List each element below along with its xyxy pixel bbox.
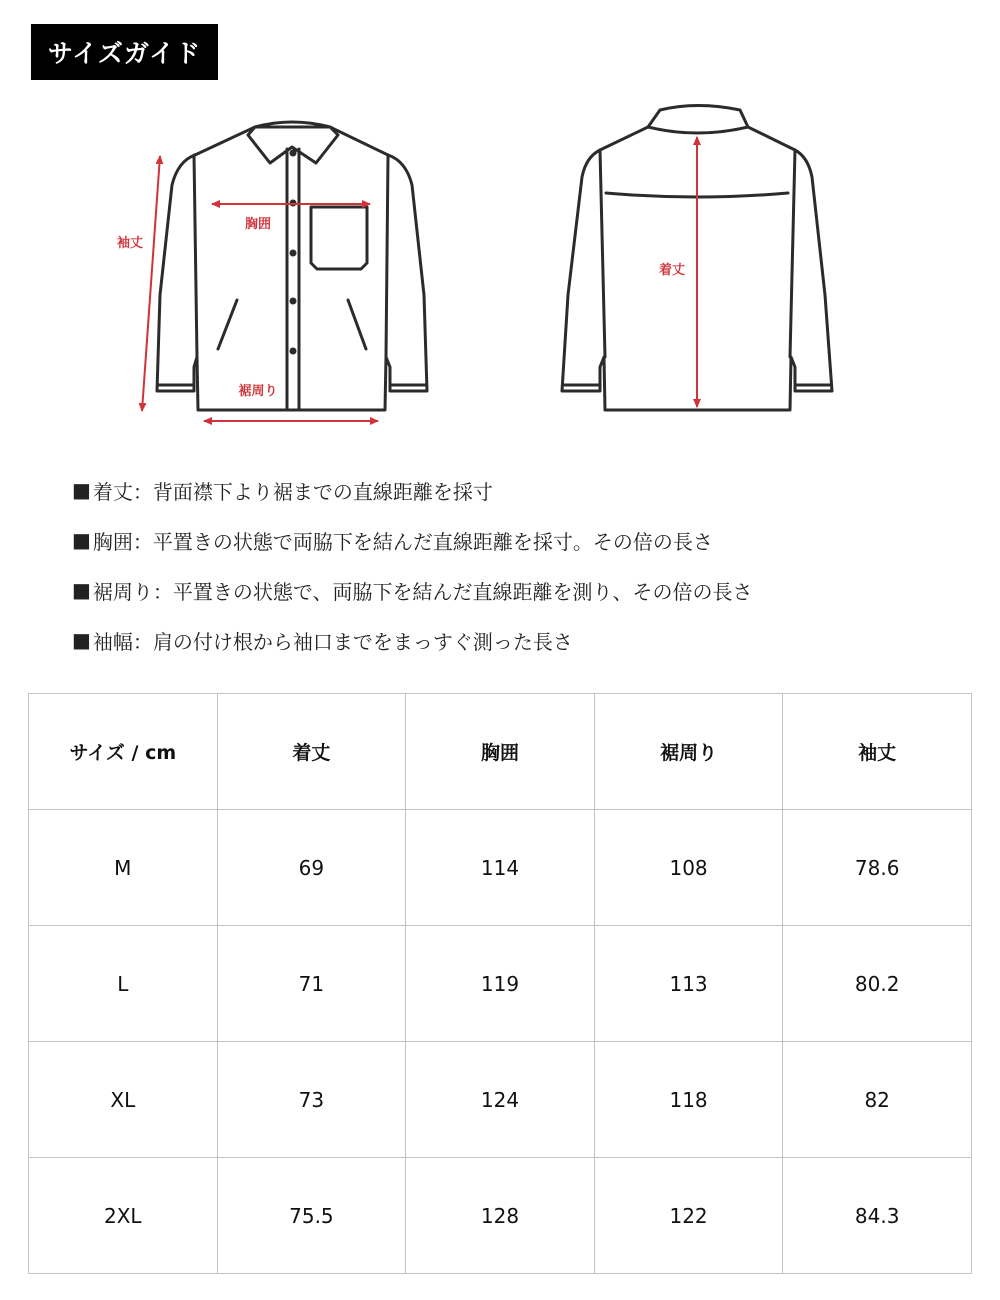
cell-length: 71	[217, 926, 406, 1042]
table-row	[29, 1042, 972, 1158]
cell-chest: 114	[406, 810, 595, 926]
cell-sleeve: 84.3	[783, 1158, 972, 1274]
front-buttons	[290, 150, 297, 355]
cell-chest: 128	[406, 1158, 595, 1274]
note-text: 着丈：背面襟下より裾までの直線距離を採寸	[92, 479, 493, 504]
cell-hem: 108	[594, 810, 783, 926]
garment-diagram	[0, 95, 1000, 435]
square-bullet-icon: ■	[72, 478, 91, 502]
front-measures	[142, 156, 378, 421]
note-text: 袖幅：肩の付け根から袖口までをまっすぐ測った長さ	[92, 629, 573, 654]
table-row	[29, 926, 972, 1042]
note-text: 裾周り：平置きの状態で、両脇下を結んだ直線距離を測り、その倍の長さ	[92, 579, 753, 604]
cell-size: L	[29, 926, 218, 1042]
cell-chest: 124	[406, 1042, 595, 1158]
cell-hem: 118	[594, 1042, 783, 1158]
length-label: 着丈	[658, 263, 686, 278]
cell-length: 69	[217, 810, 406, 926]
cell-sleeve: 82	[783, 1042, 972, 1158]
header-chest: 胸囲	[406, 694, 595, 810]
cell-size: XL	[29, 1042, 218, 1158]
front-shirt	[157, 122, 427, 410]
table-row	[29, 810, 972, 926]
square-bullet-icon: ■	[72, 528, 91, 552]
cell-length: 73	[217, 1042, 406, 1158]
hem-label: 裾周り	[238, 384, 278, 399]
table-header-row	[29, 694, 972, 810]
cell-chest: 119	[406, 926, 595, 1042]
measurement-notes	[72, 465, 972, 665]
header-length: 着丈	[217, 694, 406, 810]
note-item	[72, 615, 972, 665]
square-bullet-icon: ■	[72, 578, 91, 602]
note-item	[72, 465, 972, 515]
header-sleeve: 袖丈	[783, 694, 972, 810]
note-item	[72, 565, 972, 615]
cell-hem: 113	[594, 926, 783, 1042]
header-size: サイズ / cm	[29, 694, 218, 810]
cell-hem: 122	[594, 1158, 783, 1274]
table-row	[29, 1158, 972, 1274]
square-bullet-icon: ■	[72, 628, 91, 652]
cell-length: 75.5	[217, 1158, 406, 1274]
garment-diagram-svg	[0, 95, 1000, 435]
size-table	[28, 693, 972, 1274]
sleeve-label: 袖丈	[116, 236, 144, 251]
chest-label: 胸囲	[244, 217, 272, 232]
note-item	[72, 515, 972, 565]
cell-size: 2XL	[29, 1158, 218, 1274]
cell-sleeve: 78.6	[783, 810, 972, 926]
note-text: 胸囲：平置きの状態で両脇下を結んだ直線距離を採寸。その倍の長さ	[92, 529, 713, 554]
cell-sleeve: 80.2	[783, 926, 972, 1042]
cell-size: M	[29, 810, 218, 926]
header-hem: 裾周り	[594, 694, 783, 810]
page-title: サイズガイド	[31, 24, 218, 80]
